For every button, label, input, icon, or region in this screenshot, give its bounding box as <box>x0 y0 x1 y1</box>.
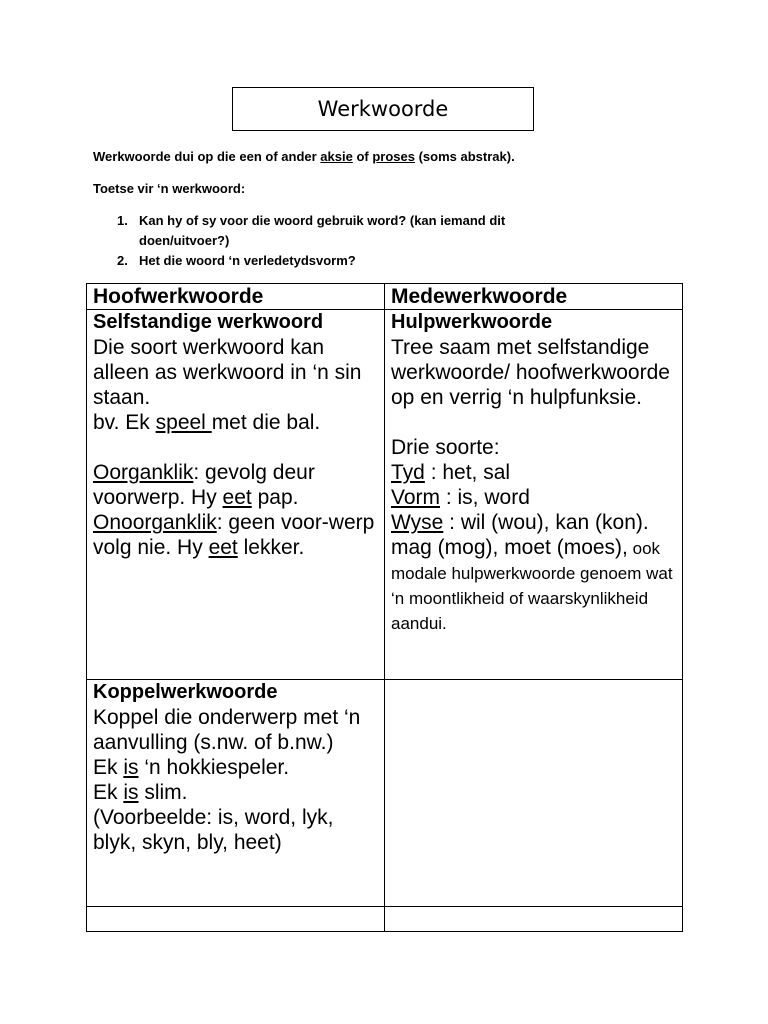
header-hoofwerkwoorde: Hoofwerkwoorde <box>87 284 385 310</box>
intro-text-end: (soms abstrak). <box>414 149 515 164</box>
intro-text: Werkwoorde dui op die een of ander <box>93 149 321 164</box>
cell-empty <box>87 907 385 932</box>
hulp-definition: Tree saam met selfstandige werkwoorde/ hoofwerkwoorde op en verrig ‘n hulpfunksie. <box>391 336 670 409</box>
onoorganklik-verb: eet <box>208 536 238 559</box>
koppel-definition: Koppel die onderwerp met ‘n aanvulling (s.nw. of b.nw.) <box>93 706 361 754</box>
intro-aksie: aksie <box>320 149 353 164</box>
tests-heading: Toetse vir ‘n werkwoord: <box>93 181 246 196</box>
list-number: 2. <box>117 253 128 268</box>
list-text: Het die woord ‘n verledetydsvorm? <box>139 253 356 268</box>
intro-proses: proses <box>372 149 415 164</box>
oorganklik-verb: eet <box>222 486 252 509</box>
verb-table <box>86 283 683 932</box>
tyd-text: : het, sal <box>424 461 511 484</box>
vorm-term: Vorm <box>391 486 441 509</box>
oorganklik-text: : gevolg deur voorwerp. Hy <box>93 461 315 509</box>
koppel-voorbeelde: (Voorbeelde: is, word, lyk, blyk, skyn, bly, heet) <box>93 806 334 854</box>
koppel-example1: Ek <box>93 756 124 779</box>
oorganklik-term: Oorganklik <box>93 461 194 484</box>
drie-soorte: Drie soorte: <box>391 436 500 459</box>
koppel-example2-end: slim. <box>138 781 188 804</box>
table-row <box>87 310 683 680</box>
list-item <box>117 251 597 271</box>
list-text: Kan hy of sy voor die woord gebruik word? (kan iemand dit doen/uitvoer?) <box>139 213 506 248</box>
list-item <box>117 211 597 251</box>
tests-list <box>117 211 597 271</box>
wyse-text: : wil (wou), kan (kon). mag (mog), moet (moes), <box>391 511 649 559</box>
koppel-example1-end: ‘n hokkiespeler. <box>138 756 290 779</box>
koppel-example1-verb: is <box>123 756 139 779</box>
intro-paragraph <box>93 149 713 165</box>
cell-empty <box>385 907 683 932</box>
table-row <box>87 680 683 907</box>
onoorganklik-term: Onoorganklik <box>93 511 217 534</box>
modale-note: ook modale hulpwerkwoorde genoem wat ‘n moontlikheid of waarskynlikheid aandui. <box>391 539 673 633</box>
table-row <box>87 907 683 932</box>
hulp-heading: Hulpwerkwoorde <box>391 311 553 333</box>
header-medewerkwoorde: Medewerkwoorde <box>385 284 683 310</box>
cell-koppel <box>87 680 385 907</box>
intro-text-mid: of <box>352 149 373 164</box>
cell-empty <box>385 680 683 907</box>
onoorganklik-text: : geen voor-werp volg nie. Hy <box>93 511 375 559</box>
document-title: Werkwoorde <box>232 87 534 131</box>
cell-selfstandig <box>87 310 385 680</box>
example-verb: speel <box>155 411 212 434</box>
vorm-text: : is, word <box>440 486 530 509</box>
example-text: bv. Ek <box>93 411 156 434</box>
wyse-term: Wyse <box>391 511 444 534</box>
tyd-term: Tyd <box>391 461 425 484</box>
oorganklik-end: pap. <box>251 486 299 509</box>
koppel-example2-verb: is <box>123 781 139 804</box>
koppel-example2: Ek <box>93 781 124 804</box>
koppel-heading: Koppelwerkwoorde <box>93 681 278 703</box>
selfstandig-heading: Selfstandige werkwoord <box>93 311 324 333</box>
example-text-end: met die bal. <box>211 411 321 434</box>
table-header-row <box>87 284 683 310</box>
cell-hulp <box>385 310 683 680</box>
onoorganklik-end: lekker. <box>237 536 305 559</box>
selfstandig-definition: Die soort werkwoord kan alleen as werkwoord in ‘n sin staan. <box>93 336 362 409</box>
list-number: 1. <box>117 213 128 228</box>
